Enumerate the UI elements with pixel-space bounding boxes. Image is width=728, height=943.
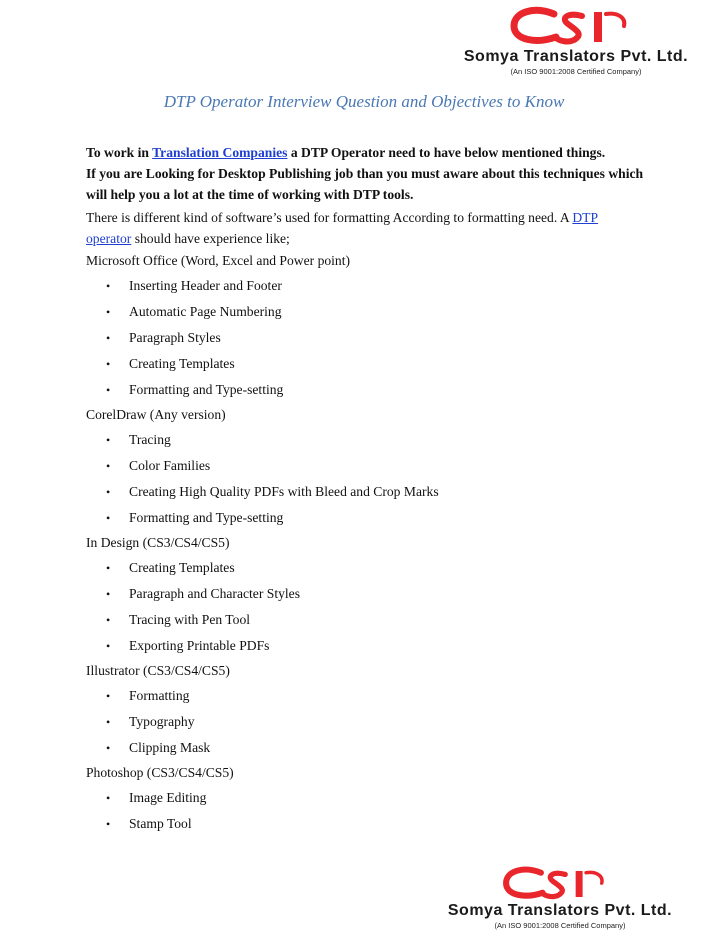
list-item — [86, 633, 646, 659]
bullet-list — [86, 683, 646, 761]
bullet-list — [86, 273, 646, 403]
software-para-prefix: There is different kind of software’s used for formatting According to formatting need. A — [86, 210, 573, 225]
list-item-text: Inserting Header and Footer — [129, 278, 282, 293]
bullet-icon: • — [106, 639, 111, 653]
intro-line-1 — [86, 142, 646, 163]
bullet-icon: • — [106, 791, 111, 805]
software-sections — [86, 249, 646, 837]
list-item-text: Exporting Printable PDFs — [129, 638, 270, 653]
bullet-list — [86, 785, 646, 837]
list-item — [86, 709, 646, 735]
list-item-text: Creating High Quality PDFs with Bleed and Crop Marks — [129, 484, 439, 499]
list-item — [86, 555, 646, 581]
list-item — [86, 607, 646, 633]
certification-note: (An ISO 9001:2008 Certified Company) — [510, 67, 642, 76]
list-item-text: Creating Templates — [129, 356, 235, 371]
csi-logo-mark — [456, 4, 696, 50]
csi-logo-mark-footer — [440, 864, 680, 904]
list-item-text: Tracing — [129, 432, 171, 447]
list-item — [86, 273, 646, 299]
list-item — [86, 811, 646, 837]
list-item — [86, 735, 646, 761]
list-item-text: Formatting and Type-setting — [129, 382, 284, 397]
list-item — [86, 427, 646, 453]
list-item-text: Color Families — [129, 458, 211, 473]
list-item — [86, 581, 646, 607]
list-item-text: Clipping Mask — [129, 740, 211, 755]
section-label: Photoshop (CS3/CS4/CS5) — [86, 765, 234, 780]
company-logo-footer — [440, 864, 680, 930]
bullet-icon: • — [106, 383, 111, 397]
bullet-icon: • — [106, 587, 111, 601]
list-item — [86, 479, 646, 505]
list-item-text: Image Editing — [129, 790, 207, 805]
bullet-icon: • — [106, 511, 111, 525]
bullet-icon: • — [106, 459, 111, 473]
bullet-icon: • — [106, 357, 111, 371]
bullet-icon: • — [106, 715, 111, 729]
bullet-list — [86, 427, 646, 531]
list-item-text: Paragraph and Character Styles — [129, 586, 300, 601]
bullet-icon: • — [106, 613, 111, 627]
list-item-text: Paragraph Styles — [129, 330, 221, 345]
intro-block — [86, 142, 646, 205]
list-item — [86, 325, 646, 351]
dtp-operator-link[interactable]: DTP operator — [86, 210, 599, 246]
list-item-text: Automatic Page Numbering — [129, 304, 282, 319]
section-label: In Design (CS3/CS4/CS5) — [86, 535, 230, 550]
section-label: CorelDraw (Any version) — [86, 407, 226, 422]
company-name: Somya Translators Pvt. Ltd. — [463, 48, 689, 65]
list-item — [86, 785, 646, 811]
intro-line-2: If you are Looking for Desktop Publishing job than you must aware about this techniques which will help you a lot at the time of working with DTP tools. — [86, 166, 644, 202]
intro-prefix: To work in — [86, 145, 153, 160]
bullet-icon: • — [106, 817, 111, 831]
list-item — [86, 351, 646, 377]
intro-suffix: a DTP Operator need to have below mentioned things. — [287, 145, 606, 160]
list-item — [86, 299, 646, 325]
certification-note-footer: (An ISO 9001:2008 Certified Company) — [494, 921, 626, 930]
bullet-icon: • — [106, 561, 111, 575]
software-paragraph — [86, 207, 646, 249]
document-body — [86, 142, 646, 837]
list-item — [86, 377, 646, 403]
bullet-icon: • — [106, 305, 111, 319]
list-item — [86, 453, 646, 479]
list-item — [86, 683, 646, 709]
list-item-text: Typography — [129, 714, 195, 729]
list-item-text: Tracing with Pen Tool — [129, 612, 251, 627]
bullet-icon: • — [106, 485, 111, 499]
bullet-icon: • — [106, 331, 111, 345]
section-label: Illustrator (CS3/CS4/CS5) — [86, 663, 230, 678]
list-item-text: Stamp Tool — [129, 816, 192, 831]
bullet-icon: • — [106, 433, 111, 447]
list-item-text: Formatting and Type-setting — [129, 510, 284, 525]
company-logo-header — [456, 4, 696, 76]
bullet-icon: • — [106, 741, 111, 755]
company-name-footer: Somya Translators Pvt. Ltd. — [447, 902, 673, 919]
list-item-text: Creating Templates — [129, 560, 235, 575]
list-item — [86, 505, 646, 531]
bullet-icon: • — [106, 279, 111, 293]
software-para-suffix: should have experience like; — [131, 231, 290, 246]
section-label: Microsoft Office (Word, Excel and Power point) — [86, 253, 351, 268]
translation-companies-link[interactable]: Translation Companies — [152, 145, 288, 160]
page-title: DTP Operator Interview Question and Objectives to Know — [163, 92, 565, 111]
bullet-list — [86, 555, 646, 659]
bullet-icon: • — [106, 689, 111, 703]
list-item-text: Formatting — [129, 688, 190, 703]
